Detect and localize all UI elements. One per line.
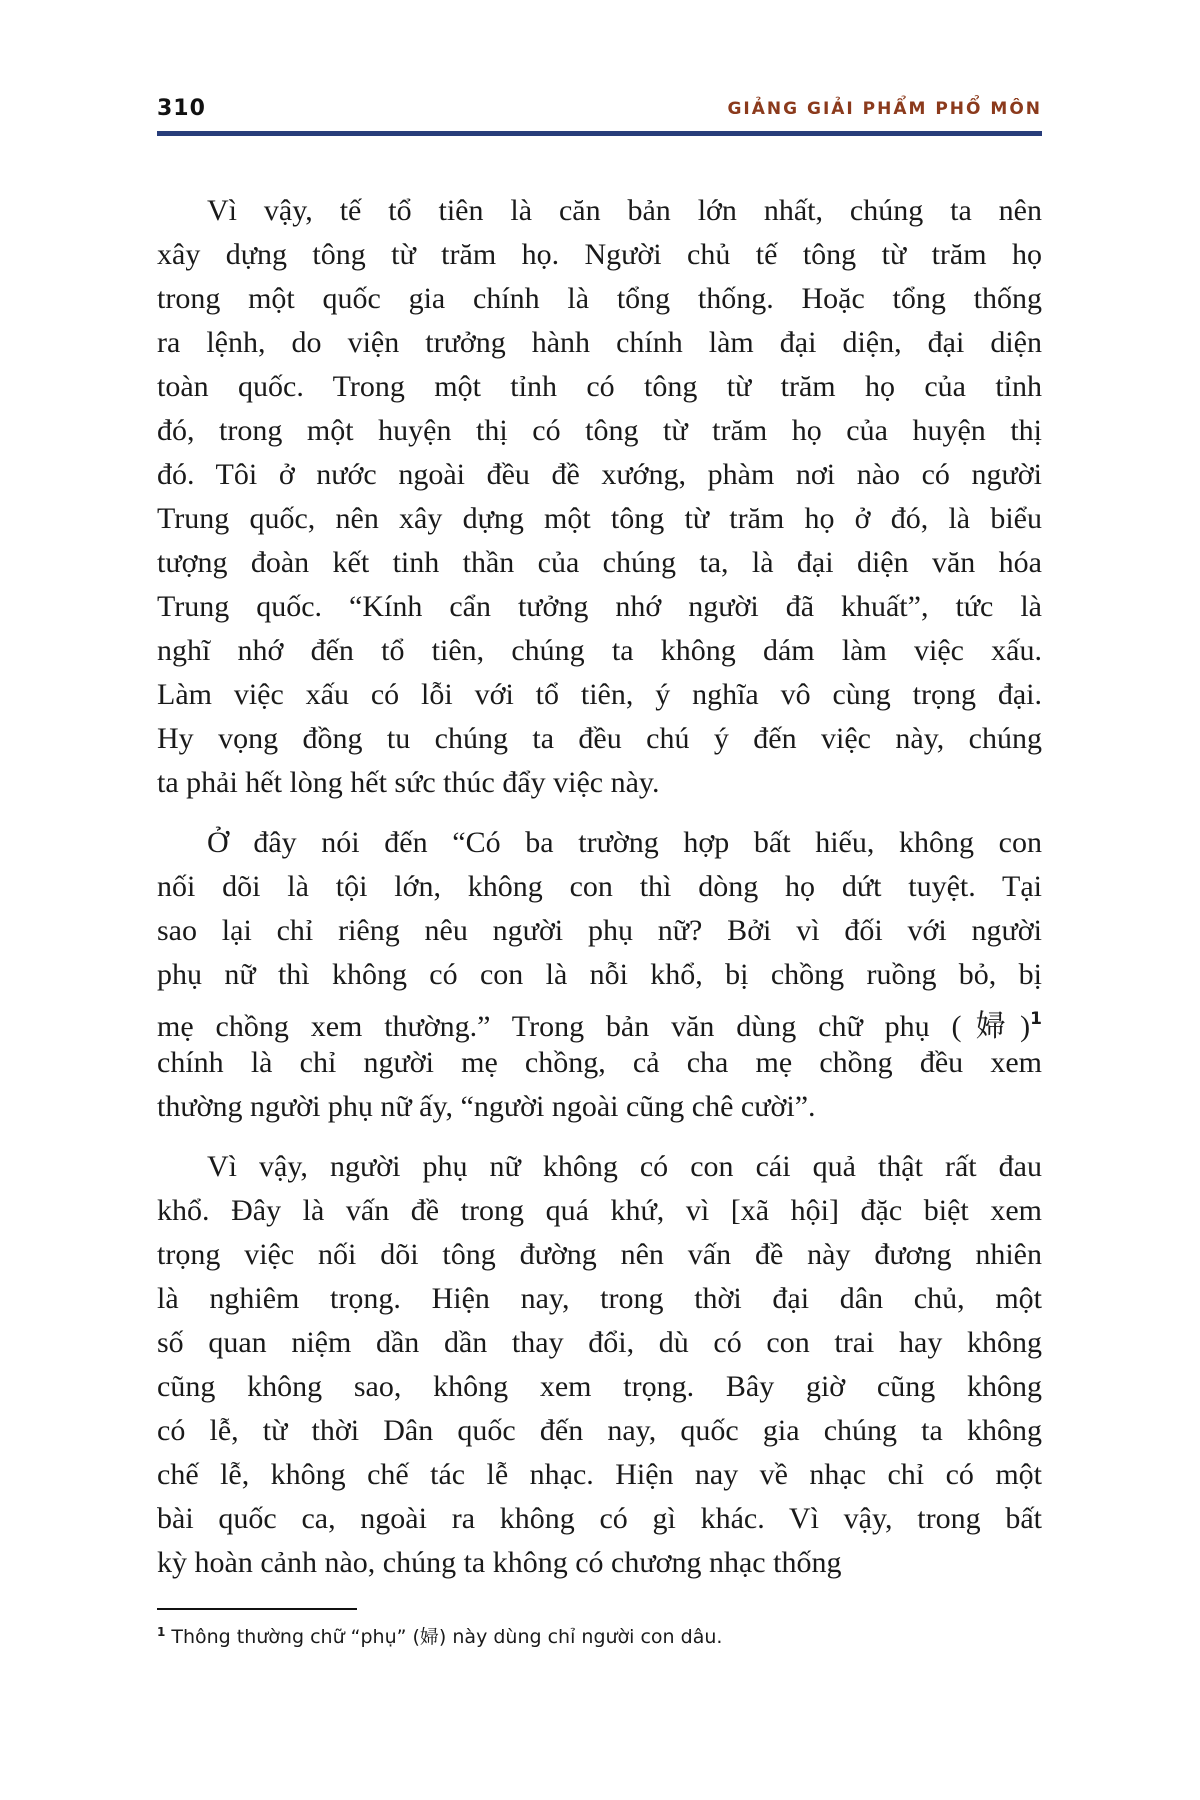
text-line: mẹ chồng xem thường.” Trong bản văn dùng chữ phụ (婦)$^1$ xyxy=(157,1009,1042,1043)
footnote xyxy=(157,1622,722,1649)
header-rule xyxy=(157,131,1042,136)
text-line: Làm việc xấu có lỗi với tổ tiên, ý nghĩa vô cùng trọng đại. xyxy=(157,678,1042,711)
text-line: Trung quốc. “Kính cẩn tưởng nhớ người đã khuất”, tức là xyxy=(157,590,1042,623)
text-line: Ở đây nói đến “Có ba trường hợp bất hiếu, không con xyxy=(207,826,1042,859)
paragraph-3 xyxy=(157,1145,1042,1585)
footnote-rule xyxy=(157,1608,357,1610)
text-line: toàn quốc. Trong một tỉnh có tông từ trăm họ của tỉnh xyxy=(157,370,1042,403)
body-text xyxy=(157,189,1042,1601)
text-line: chế lễ, không chế tác lễ nhạc. Hiện nay về nhạc chỉ có một xyxy=(157,1458,1042,1491)
footnote-text: Thông thường chữ “phụ” (婦) này dùng chỉ người con dâu. xyxy=(171,1626,723,1648)
text-line: nối dõi là tội lớn, không con thì dòng họ dứt tuyệt. Tại xyxy=(157,870,1042,903)
text-line: thường người phụ nữ ấy, “người ngoài cũng chê cười”. xyxy=(157,1090,816,1123)
text-line: chính là chỉ người mẹ chồng, cả cha mẹ chồng đều xem xyxy=(157,1046,1042,1079)
text-line: ra lệnh, do viện trưởng hành chính làm đại diện, đại diện xyxy=(157,326,1042,359)
text-line: đó, trong một huyện thị có tông từ trăm họ của huyện thị xyxy=(157,414,1042,447)
text-line: phụ nữ thì không có con là nỗi khổ, bị chồng ruồng bỏ, bị xyxy=(157,958,1042,991)
footnote-mark: 1 xyxy=(157,1625,166,1639)
footnote-reference[interactable]: 1 xyxy=(1030,1009,1042,1029)
paragraph-1 xyxy=(157,189,1042,805)
text-line: khổ. Đây là vấn đề trong quá khứ, vì [xã hội] đặc biệt xem xyxy=(157,1194,1042,1227)
text-line: trong một quốc gia chính là tổng thống. Hoặc tổng thống xyxy=(157,282,1042,315)
text-line: trọng việc nối dõi tông đường nên vấn đề này đương nhiên xyxy=(157,1238,1042,1271)
text-line: xây dựng tông từ trăm họ. Người chủ tế tông từ trăm họ xyxy=(157,238,1042,271)
text-line: cũng không sao, không xem trọng. Bây giờ cũng không xyxy=(157,1370,1042,1403)
text-line: kỳ hoàn cảnh nào, chúng ta không có chương nhạc thống xyxy=(157,1546,842,1579)
text-line: số quan niệm dần dần thay đổi, dù có con trai hay không xyxy=(157,1326,1042,1359)
text-line: tượng đoàn kết tinh thần của chúng ta, là đại diện văn hóa xyxy=(157,546,1042,579)
text-line: đó. Tôi ở nước ngoài đều đề xướng, phàm nơi nào có người xyxy=(157,458,1042,491)
text-line: là nghiêm trọng. Hiện nay, trong thời đại dân chủ, một xyxy=(157,1282,1042,1315)
text-line: bài quốc ca, ngoài ra không có gì khác. Vì vậy, trong bất xyxy=(157,1502,1042,1535)
text-line: sao lại chỉ riêng nêu người phụ nữ? Bởi vì đối với người xyxy=(157,914,1042,947)
text-line: Vì vậy, người phụ nữ không có con cái quả thật rất đau xyxy=(207,1150,1042,1183)
text-line: có lễ, từ thời Dân quốc đến nay, quốc gia chúng ta không xyxy=(157,1414,1042,1447)
book-title: GIẢNG GIẢI PHẨM PHỔ MÔN xyxy=(727,99,1042,119)
text-line: Hy vọng đồng tu chúng ta đều chú ý đến việc này, chúng xyxy=(157,722,1042,755)
text-line: nghĩ nhớ đến tổ tiên, chúng ta không dám làm việc xấu. xyxy=(157,634,1042,667)
text-line: Vì vậy, tế tổ tiên là căn bản lớn nhất, chúng ta nên xyxy=(207,194,1042,227)
running-head xyxy=(157,96,1042,126)
text-line: ta phải hết lòng hết sức thúc đẩy việc này. xyxy=(157,766,660,799)
text-line: Trung quốc, nên xây dựng một tông từ trăm họ ở đó, là biểu xyxy=(157,502,1042,535)
page-number: 310 xyxy=(157,96,206,121)
paragraph-2 xyxy=(157,821,1042,1129)
